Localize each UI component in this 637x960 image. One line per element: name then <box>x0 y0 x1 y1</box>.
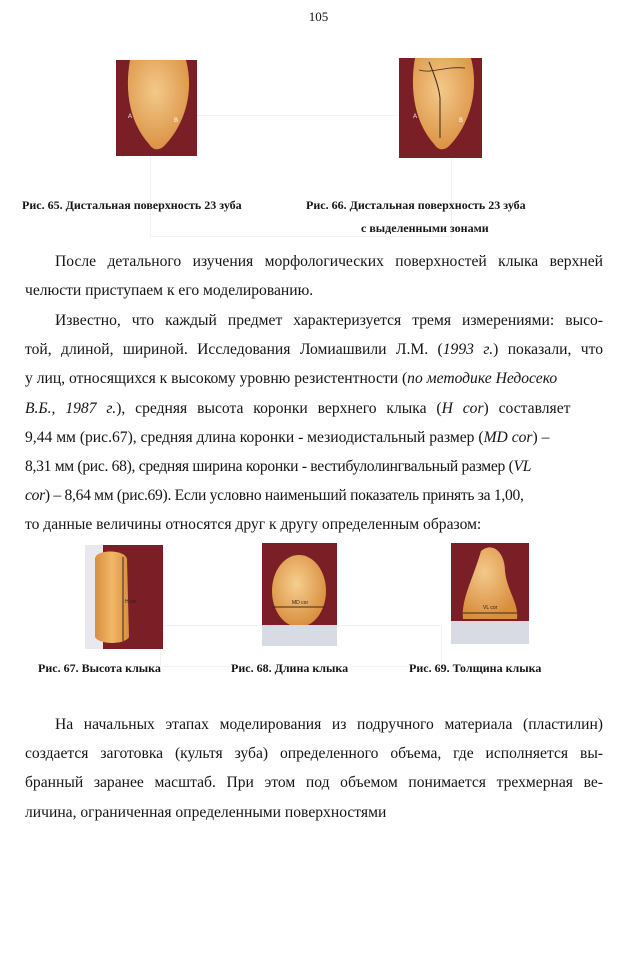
ruler-strip <box>262 625 337 646</box>
zone-label-a: А <box>413 114 418 120</box>
caption-fig-66-line1: Рис. 66. Дистальная поверхность 23 зуба <box>306 198 526 212</box>
paragraph-1-line-2: челюсти приступаем к его моделированию. <box>25 282 314 300</box>
paragraph-1 <box>25 247 603 305</box>
tooth-zones-photo <box>399 58 482 158</box>
tooth-height-photo <box>85 545 163 649</box>
figure-66-image <box>399 58 482 158</box>
paragraph-2-line-8: то данные величины относятся друг к другу определенным образом: <box>25 516 482 534</box>
caption-fig-65: Рис. 65. Дистальная поверхность 23 зуба <box>22 198 242 212</box>
tooth-shape <box>128 60 189 149</box>
measure-label: H cor <box>125 599 137 605</box>
paragraph-2 <box>25 306 603 540</box>
figure-68-image <box>262 543 337 646</box>
measure-label: VL cor <box>483 605 498 611</box>
measure-label: MD cor <box>292 600 309 606</box>
paragraph-2-line-6: 8,31 мм (рис. 68), средняя ширина коронки - вестибулолингвальный размер (VL <box>25 457 532 475</box>
paragraph-2-line-3: у лиц, относящихся к высокому уровню резистентности (по методике Недосеко <box>25 370 558 388</box>
paragraph-3-line-3: бранный заранее масштаб. При этом под объемом понимается трехмерная ве- <box>25 774 603 792</box>
tooth-shape <box>413 58 474 149</box>
tooth-thickness-photo <box>451 543 529 644</box>
ruler-strip <box>451 621 529 644</box>
paragraph-1-line-1: После детального изучения морфологических поверхностей клыка верхней <box>55 253 603 270</box>
tooth-length-photo <box>262 543 337 646</box>
zone-label-a: А <box>128 114 133 120</box>
figure-67-image <box>85 545 163 649</box>
paragraph-2-line-5: 9,44 мм (рис.67), средняя длина коронки - мезиодистальный размер (MD cor) – <box>25 428 550 446</box>
caption-fig-67: Рис. 67. Высота клыка <box>38 661 161 675</box>
paragraph-3 <box>25 710 603 827</box>
caption-fig-69: Рис. 69. Толщина клыка <box>409 661 542 675</box>
paragraph-3-line-2: создается заготовка (культя зуба) определенного объема, где исполняется вы- <box>25 745 603 763</box>
paragraph-2-line-2: той, длиной, шириной. Исследования Ломиашвили Л.М. (1993 г.) показали, что <box>25 341 603 359</box>
paragraph-2-line-1: Известно, что каждый предмет характеризуется тремя измерениями: высо- <box>55 312 603 329</box>
caption-fig-68: Рис. 68. Длина клыка <box>231 661 349 675</box>
tooth-distal-photo <box>116 60 197 156</box>
paragraph-2-line-7: cor) – 8,64 мм (рис.69). Если условно наименьший показатель принять за 1,00, <box>25 487 524 505</box>
paragraph-3-line-4: личина, ограниченная определенными поверхностями <box>25 803 387 821</box>
paragraph-2-line-4: В.Б., 1987 г.), средняя высота коронки верхнего клыка (Н cor) составляет <box>25 399 571 417</box>
figure-65-image <box>116 60 197 156</box>
tooth-shape <box>272 555 326 627</box>
paragraph-3-line-1: На начальных этапах моделирования из подручного материала (пластилин) <box>55 716 603 733</box>
figure-69-image <box>451 543 529 644</box>
tooth-shape <box>95 552 129 644</box>
caption-fig-66-line2: с выделенными зонами <box>361 221 489 235</box>
page-number: 105 <box>308 9 329 24</box>
zone-label-b: В <box>459 118 464 124</box>
zone-label-b: В <box>174 118 179 124</box>
